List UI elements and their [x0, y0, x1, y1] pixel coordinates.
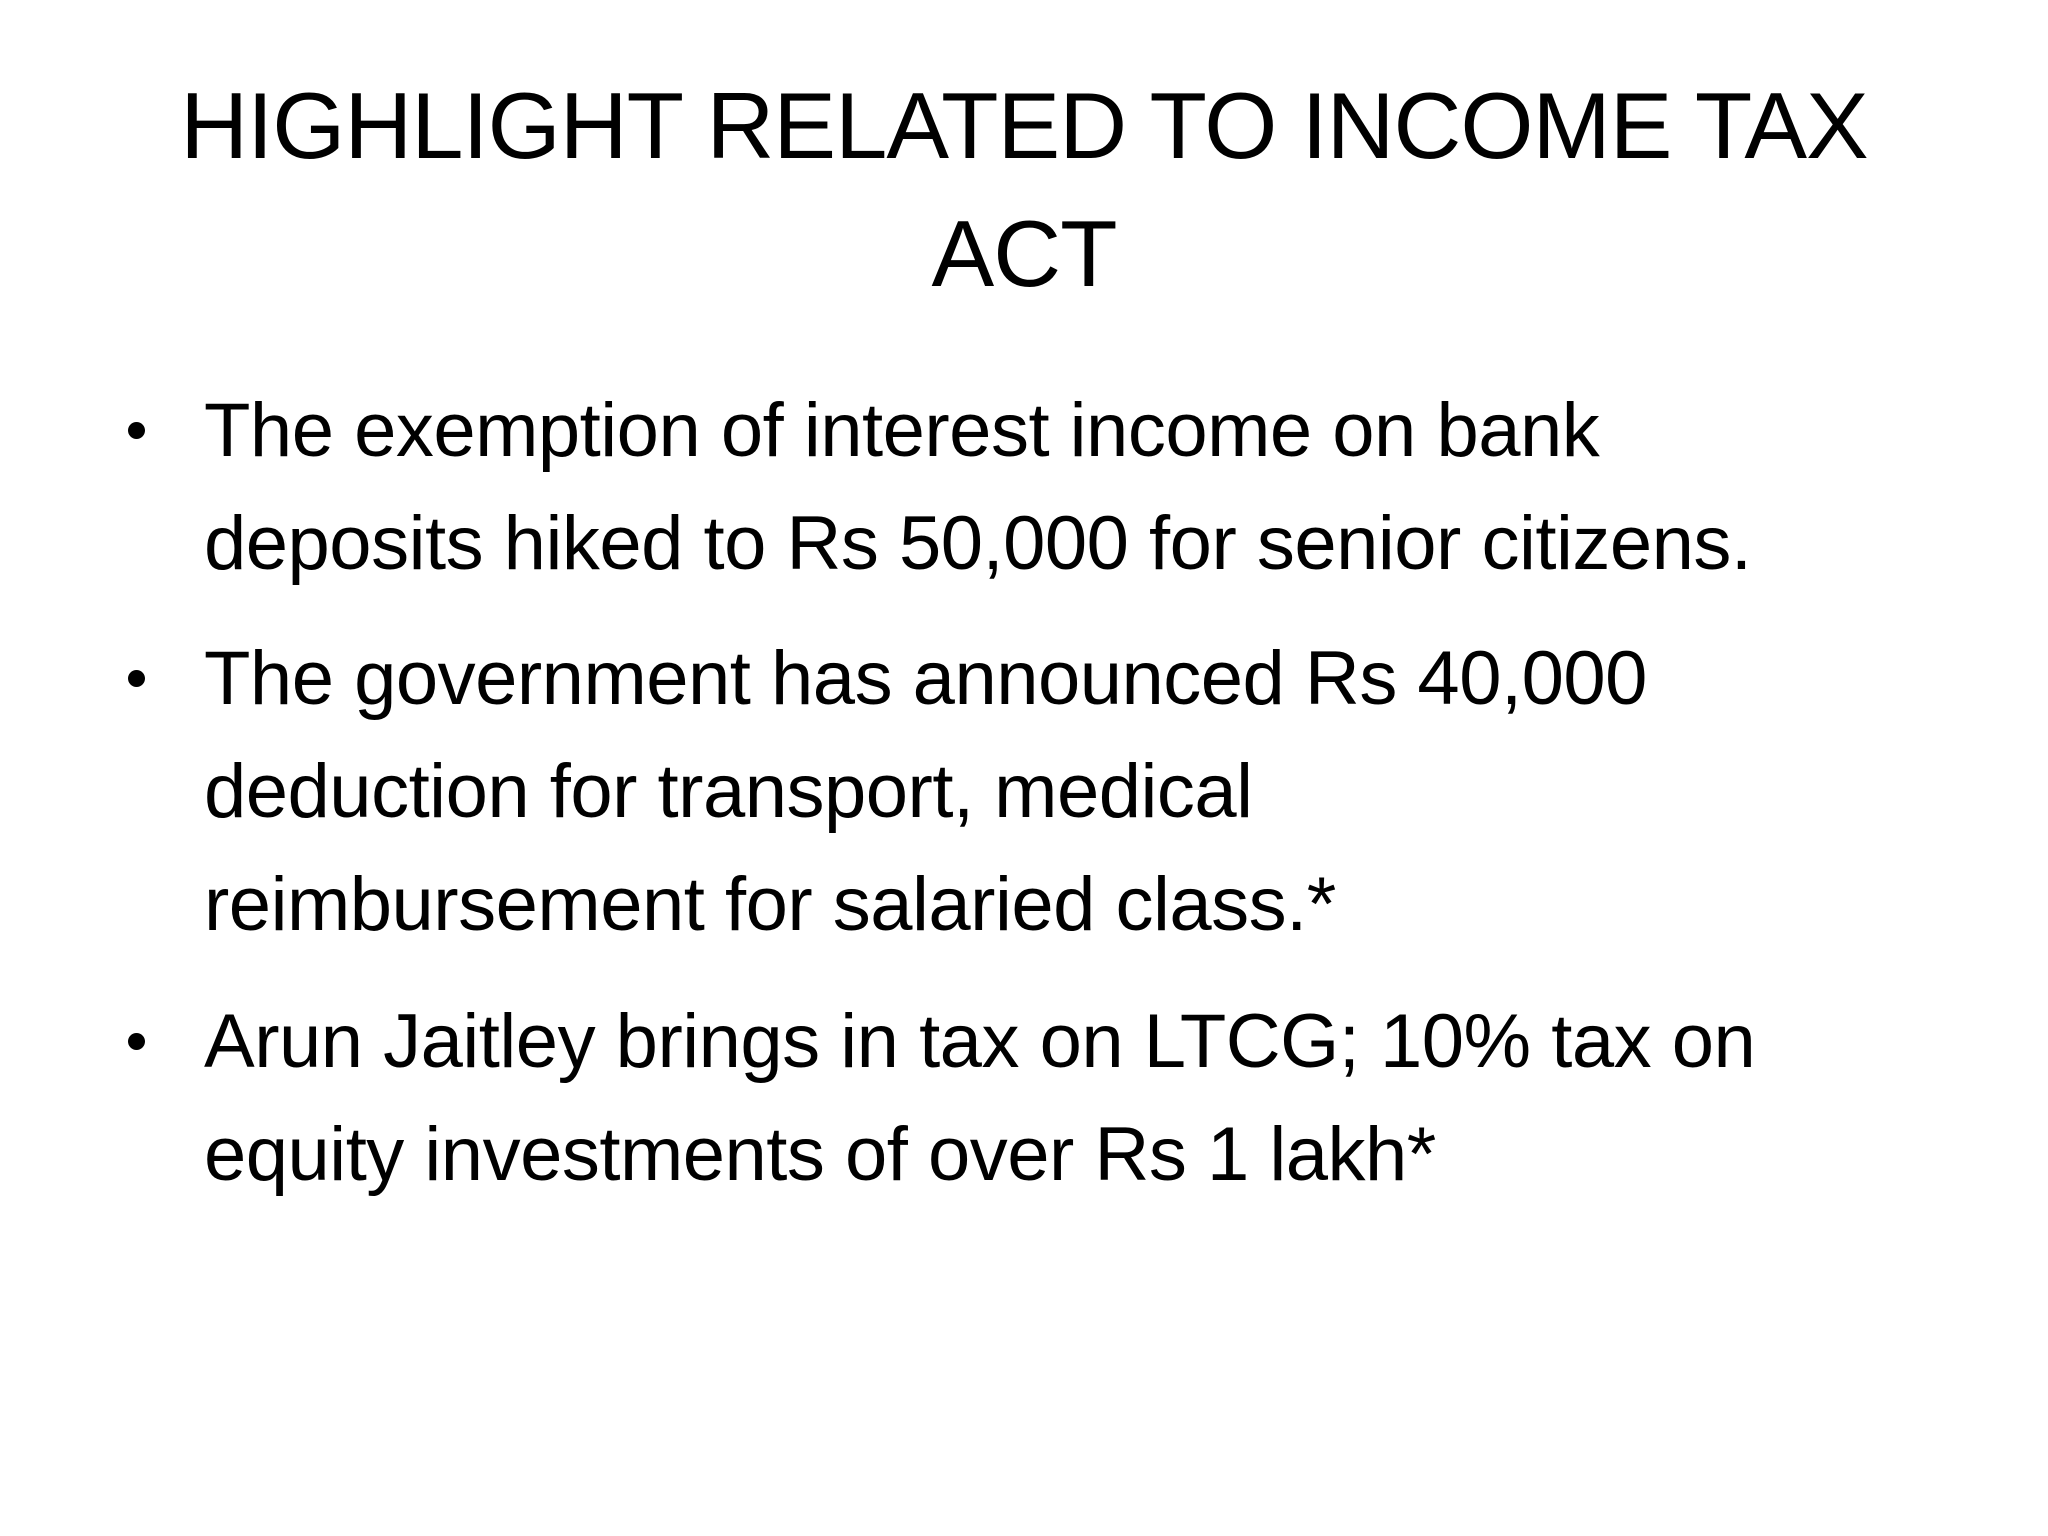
bullet-dot-icon: [128, 670, 145, 687]
bullet-dot-icon: [128, 1033, 145, 1050]
bullet-2-line-3: reimbursement for salaried class.*: [204, 862, 1336, 947]
bullet-item-standard-deduction: [118, 622, 1998, 961]
bullet-3-line-2: equity investments of over Rs 1 lakh*: [204, 1112, 1436, 1197]
bullet-item-ltcg-tax: [118, 985, 1998, 1211]
bullet-2-line-1: The government has announced Rs 40,000: [204, 636, 1647, 721]
slide-title-line-1: HIGHLIGHT RELATED TO INCOME TAX: [180, 73, 1868, 178]
bullet-item-interest-exemption: [118, 374, 1998, 600]
slide-title: [120, 62, 1928, 318]
bullet-dot-icon: [128, 422, 145, 439]
bullet-text: [204, 622, 1998, 961]
bullet-3-line-1: Arun Jaitley brings in tax on LTCG; 10% tax on: [204, 999, 1756, 1084]
bullet-2-line-2: deduction for transport, medical: [204, 749, 1253, 834]
bullet-text: [204, 985, 1998, 1211]
bullet-1-line-1: The exemption of interest income on bank: [204, 388, 1600, 473]
bullet-list: [118, 374, 1998, 1233]
bullet-text: [204, 374, 1998, 600]
bullet-1-line-2: deposits hiked to Rs 50,000 for senior citizens.: [204, 501, 1752, 586]
slide-title-line-2: ACT: [931, 201, 1117, 306]
